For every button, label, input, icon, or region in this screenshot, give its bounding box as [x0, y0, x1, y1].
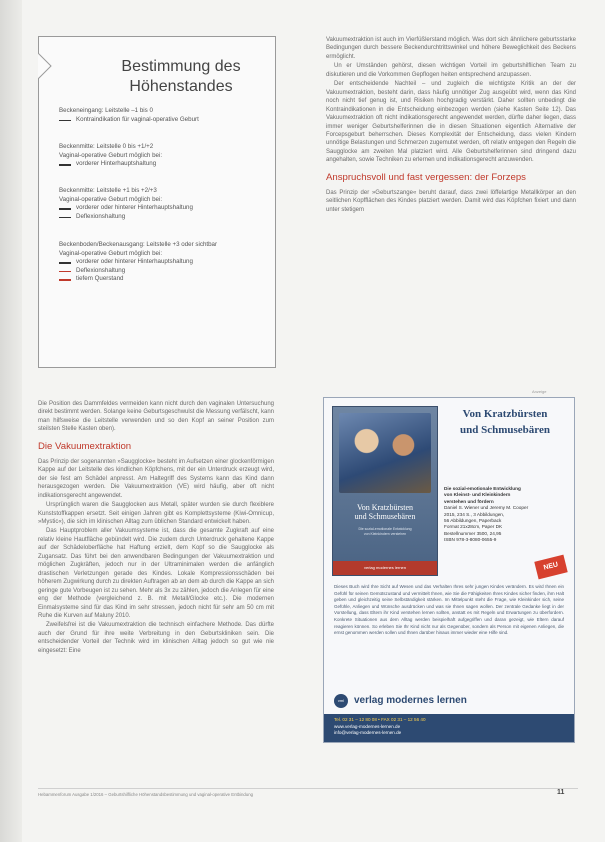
- level-item-text: Deflexionshaltung: [76, 266, 126, 274]
- left-text-column: [38, 400, 274, 656]
- contact-website[interactable]: www.verlag-modernes-lernen.de: [334, 723, 401, 729]
- publisher-logo[interactable]: [334, 694, 564, 708]
- level-item-text: tiefem Querstand: [76, 275, 124, 283]
- level-item: [59, 275, 267, 284]
- red-dash: [59, 271, 71, 273]
- level-item-text: vorderer oder hinterer Hinterhauptshaltung: [76, 204, 193, 212]
- red-dash: [59, 279, 71, 281]
- body-paragraph: Zweifelsfrei ist die Vakuumextraktion die technisch einfachere Methode. Das dürfte auch der Grund für ihre weite Verbreitung in den Geburtskliniken sein. Die entscheidender Vorteil der Technik wird im klinischen Alltag jedoch so gut wie nie eingesetzt: Eine: [38, 622, 274, 654]
- level-item: [59, 267, 267, 276]
- level-item: [59, 258, 267, 267]
- meta-line: ISBN 978-3-8080-0655-9: [444, 537, 497, 543]
- body-paragraph: Das Prinzip der sogenannten »Saugglocke« besteht im Aufsetzen einer glockenförmigen Kappe auf der Leitstelle des kindlichen Köpfchens, mit der ein Unterdruck erzeugt wird, der sie fest am Schädel anpresst. Am Haltegriff des Systems kann das Kind dann herausgezogen werden. Die Vakuumextraktion (VE) wird häufig, aber oft nicht indikationsgerecht angewendet.: [38, 458, 274, 499]
- ad-label: Anzeige: [532, 389, 547, 394]
- level-item: [59, 116, 267, 125]
- meta-line: verstehen und fördern: [444, 498, 494, 504]
- book-advertisement[interactable]: [323, 397, 575, 743]
- level-group-1: [59, 107, 267, 124]
- page-edge: [0, 0, 22, 842]
- book-description: Dieses Buch wird Ihre Sicht auf Wesen und das Verhalten Ihres sehr jungen Kindes verändern. Es wird Ihnen ein Gefühl für seinen Gemütszustand und vermittelt Ihnen, wie Sie die Fähigkeiten Ihres Kindes sicher finden, ihm Halt geben und gleichzeitig seine Selbständigkeit stärken. Im Mittelpunkt steht die Frage, wie Kleinkinder sich, seine Gefühle, Anliegen und Wünsche ausdrücken und was sie Ihnen sagen wollen. Der zentrale Gedanke liegt in der Vorstellung, dass Eltern ihr Kind verstehen lernen sollten, anstatt es mit Regeln und Erwartungen zu überfordern. Konkrete Situationen aus dem Alltag werden beispielhaft aufgegriffen und daran gezeigt, wie Eltern darauf reagieren können. So erleben Sie Ihr Kind nicht nur als Gegenüber, sondern als Person mit eigenen Anliegen, die ernst genommen werden sollen und Ihnen darüber hinaus immer wieder eine Hilfe sind.: [334, 584, 564, 636]
- meta-line: Die sozial-emotionale Entwicklung: [444, 486, 521, 491]
- level-line: Vaginal-operative Geburt möglich bei:: [59, 151, 163, 159]
- level-group-3: [59, 187, 267, 221]
- black-dash: [59, 208, 71, 210]
- page-number: 11: [557, 789, 565, 796]
- level-line: Vaginal-operative Geburt möglich bei:: [59, 195, 163, 203]
- body-paragraph: Das Hauptproblem aller Vakuumsysteme ist, dass die gesamte Zugkraft auf eine relativ kleine Hautfläche gebündelt wird. Die zudem durch Unterdruck gehaltene Kappe auf der Schädeloberfläche hat Haftung erzielt, dem Kopf so die Saugglocke als Zugansatz. Das führt bei den anwendbaren Bedingungen der Vakuumextraktion und möglichen Zugkräften, jedoch nur in der Ultraminimalen werden die anfänglich drastischen Verletzungen gerade des Kindes. Lokale Kompressionsschäden bei höherem Zugwirkung durch zu direkten Auftragen ab an dem ab durch die Kappe an sich geringe gute Vorbeugen ist zu sehen. Mehr als 3x zu zählen, jedoch die Anlegen für eine eng der Methode (vergleichend z. B. mit Metall/Glocke etc.). Die modernen Einmalsysteme sind für das Kind im sehr stressen, jedoch nicht für sehr am 50 cm mit Ruhe die Kurven auf Maluny 2010.: [38, 528, 274, 619]
- ad-title: [444, 406, 566, 438]
- box-title-line1: Bestimmung des: [121, 58, 241, 75]
- box-notch-icon: [38, 53, 52, 79]
- book-cover[interactable]: [332, 406, 438, 576]
- right-text-column: [326, 36, 576, 215]
- page-footer: Hebammenforum Ausgabe 1/2016 – Geburtshilfliche Höhenstandsbestimmung und vaginal-operative Entbindung: [38, 792, 253, 797]
- black-dash: [59, 164, 71, 166]
- body-paragraph: Der entscheidende Nachteil – und zugleich die wichtigste Kritik an der der Vakuumextraktion, besteht darin, dass häufig unnötiger Zug ausgeübt wird, wenn das Kind noch nicht tief genug ist, und Risiken hochgradig verstärkt. Daher sollten unbedingt die Kontraindikationen in die Entscheidung einbezogen werden (siehe Kasten Seite 12). Das Vakuumextraktion oft nicht indikationsgerecht angewendet werden, dürfte daher liegen, dass immer weniger Geburtshelferinnen die in diesen Situationen eigentlich Alternative der Forcepsgeburt beherrschen. Dieses Komplexität der Entscheidung, dass vielen Kindern unnötige Belastungen und Schmerzen zugemutet werden, oft relativ entgegen den Regeln die Saugglocke am zweiten Mal platziert wird. Alle Geburtshelferinnen sind dringend dazu angehalten, sowie Techniken zu erlernen und indikationsgerecht anzuwenden.: [326, 81, 576, 164]
- meta-line: 2015, 234 S., 3 Abbildungen,: [444, 511, 505, 517]
- body-paragraph: Ursprünglich waren die Saugglocken aus Metall, später wurden sie durch flexiblere Kunststoffkappen ersetzt. Seit einigen Jahren gibt es Komplettsysteme (Kiwi-Omnicup, »Mystic«), die sich im klinischen Alltag zum üblichen Standard entwickelt haben.: [38, 502, 274, 525]
- level-group-2: [59, 143, 267, 169]
- ad-title-line1: Von Kratzbürsten: [462, 408, 548, 420]
- book-photo: [339, 413, 431, 493]
- publisher-name: verlag modernes lernen: [354, 695, 467, 706]
- body-paragraph: Vakuumextraktion ist auch im Vierfüßlerstand möglich. Was dort sich ähnlichere geburtsstarke Bedingungen durch bessere Beckendurchtrittswinkel und höhere Beweglichkeit des Beckens ermöglicht.: [326, 37, 576, 60]
- book-cover-subtitle-line2: von Kleinkindern verstehen: [363, 531, 407, 536]
- contact-phone: Tel. 02 31 – 12 80 08 • FAX 02 31 – 12 56 40: [334, 717, 426, 722]
- level-group-4: [59, 241, 267, 284]
- new-badge: NEU: [534, 555, 567, 580]
- box-title-line2: Höhenstandes: [129, 78, 233, 95]
- level-line: Beckeneingang: Leitstelle –1 bis 0: [59, 107, 153, 114]
- book-cover-title-line1: Von Kratzbürsten: [356, 503, 414, 512]
- black-dash: [59, 120, 71, 122]
- meta-line: Format 21x28cm, Paper DK: [444, 524, 503, 530]
- meta-line: Bestellnummer 3500, 24,95: [444, 530, 502, 536]
- body-paragraph: Un er Umständen gehörst, diesen wichtigen Vorteil im geburtshilflichen Team zu diskutieren und die Vorkommen Gepflogen heiten entsprechend anzupassen.: [326, 63, 576, 78]
- meta-line: Daniel S. Wiener und Jeremy M. Cooper: [444, 505, 529, 511]
- level-line: Beckenboden/Beckenausgang: Leitstelle +3 oder sichtbar: [59, 241, 218, 248]
- level-line: Beckenmitte: Leitstelle +1 bis +2/+3: [59, 187, 157, 194]
- contact-email[interactable]: info@verlag-modernes-lernen.de: [334, 730, 402, 735]
- black-dash: [59, 217, 71, 219]
- book-meta: [444, 486, 568, 544]
- level-line: Vaginal-operative Geburt möglich bei:: [59, 249, 163, 257]
- footer-rule: [38, 788, 578, 789]
- ad-title-line2: und Schmusebären: [460, 424, 550, 436]
- book-cover-title: [341, 503, 429, 521]
- meta-line: 56 Abbildungen, Paperback: [444, 518, 502, 524]
- box-title: [101, 57, 261, 97]
- black-dash: [59, 262, 71, 264]
- body-paragraph: Das Prinzip der »Geburtszange« beruht darauf, dass zwei löffelartige Metallkörper an den seitlichen Kopfflächen des Kindes platziert werden. Damit wird das Köpfchen fixiert und dann unter stetigem: [326, 189, 576, 213]
- book-cover-publisher-text: verlag modernes lernen: [363, 565, 407, 570]
- level-item: [59, 204, 267, 213]
- level-item-text: vorderer oder hinterer Hinterhauptshaltung: [76, 258, 193, 266]
- meta-line: von Kleinst- und Kleinkindern: [444, 492, 511, 498]
- book-cover-publisher: [333, 561, 437, 575]
- book-cover-subtitle-line1: Die sozial-emotionale Entwicklung: [358, 527, 412, 531]
- body-paragraph: Die Position des Dammfeldes vermeiden kann nicht durch den vaginalen Untersuchung direkt bestimmt werden. Solange keine Geburtsgeschwulst die Messung verfälscht, kann man hilfsweise die Leitstelle verwenden und so den Kopf an seiner Position zum steilsten Stelle Kasten oben).: [38, 401, 274, 433]
- book-cover-subtitle: [341, 527, 429, 536]
- vacuum-heading: Die Vakuumextraktion: [38, 440, 132, 452]
- level-item-text: vorderer Hinterhauptshaltung: [76, 160, 157, 168]
- level-line: Beckenmitte: Leitstelle 0 bis +1/+2: [59, 143, 154, 150]
- level-item-text: Deflexionshaltung: [76, 212, 126, 220]
- publisher-contact: [324, 714, 574, 742]
- forceps-heading: Anspruchsvoll und fast vergessen: der Forzeps: [326, 171, 526, 183]
- info-box: [38, 36, 276, 368]
- publisher-logo-icon: vml: [334, 694, 348, 708]
- book-cover-title-line2: und Schmusebären: [354, 512, 416, 521]
- level-item-text: Kontraindikation für vaginal-operative Geburt: [76, 115, 199, 123]
- level-item: [59, 213, 267, 222]
- level-item: [59, 160, 267, 169]
